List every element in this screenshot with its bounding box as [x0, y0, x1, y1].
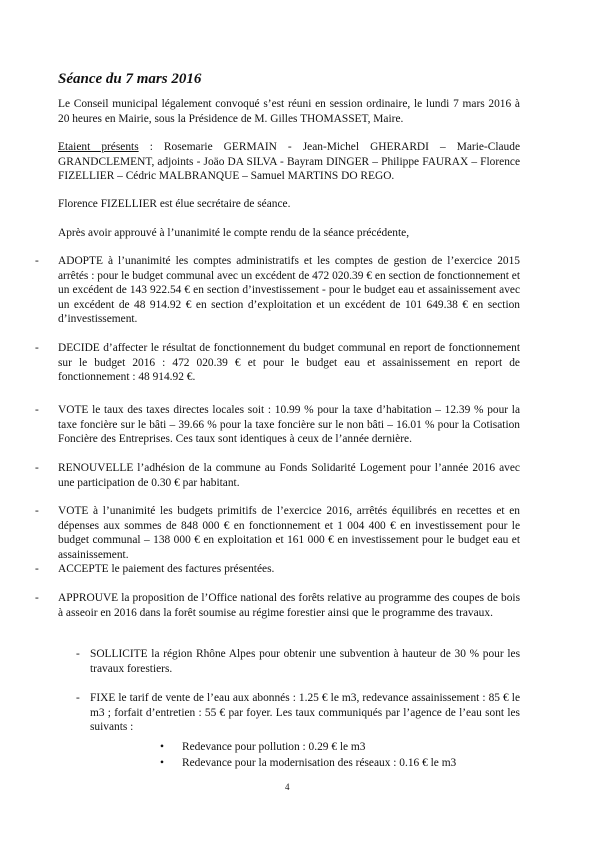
dash-marker: -	[35, 255, 39, 267]
attendees-paragraph	[58, 140, 520, 184]
decision-text: ADOPTE à l’unanimité les comptes administratifs et les comptes de gestion de l’exercice 2015 arrêtés : pour le budget communal avec un excédent de 472 020.39 € en section de fonctionnement et un excédent de 143 922.54 € en section d’investissement - pour le budget eau et assainissement avec un excédent de 48 914.92 € en section d’exploitation et un excédent de 101 649.38 € en section d’investissement.	[58, 255, 520, 326]
dash-marker: -	[76, 648, 80, 660]
approval-paragraph	[58, 226, 520, 241]
secretary-text: Florence FIZELLIER est élue secrétaire de séance.	[58, 198, 291, 210]
intro-text: Le Conseil municipal légalement convoqué s’est réuni en session ordinaire, le lundi 7 mars 2016 à 20 heures en Mairie, sous la Présidence de M. Gilles THOMASSET, Maire.	[58, 98, 520, 125]
dash-marker: -	[35, 505, 39, 517]
decision-text: VOTE à l’unanimité les budgets primitifs de l’exercice 2016, arrêtés équilibrés en recettes et en dépenses aux sommes de 848 000 € en fonctionnement et 1 004 400 € en investissement pour le budget communal – 138 000 € en exploitation et 161 000 € en investissement pour le budget eau et assainissement.	[58, 505, 520, 561]
dash-marker: -	[76, 692, 80, 704]
decision-text: RENOUVELLE l’adhésion de la commune au Fonds Solidarité Logement pour l’année 2016 avec une participation de 0.30 € par habitant.	[58, 462, 520, 489]
sub-decision-text: FIXE le tarif de vente de l’eau aux abonnés : 1.25 € le m3, redevance assainissement : 85 € le m3 ; forfait d’entretien : 55 € par foyer. Les taux communiqués par l’agence de l’eau sont les suivants :	[90, 692, 520, 734]
dash-marker: -	[35, 342, 39, 354]
dash-marker: -	[35, 404, 39, 416]
attendees-label: Etaient présents	[58, 141, 139, 153]
page-number: 4	[285, 782, 290, 792]
attendees-text: : Rosemarie GERMAIN - Jean-Michel GHERARDI – Marie-Claude GRANDCLEMENT, adjoints - Joäo DA SILVA - Bayram DINGER – Philippe FAURAX – Florence FIZELLIER – Cédric MALBRANQUE – Samuel MARTINS DO REGO.	[58, 141, 520, 183]
decision-text: ACCEPTE le paiement des factures présentées.	[58, 563, 275, 575]
bullet-text: Redevance pour la modernisation des réseaux : 0.16 € le m3	[182, 757, 457, 769]
decision-text: DECIDE d’affecter le résultat de fonctionnement du budget communal en report de fonctionnement sur le budget 2016 : 472 020.39 € et pour le budget eau et assainissement en report de fonctionnement : 48 914.92 €.	[58, 342, 520, 384]
intro-paragraph	[58, 97, 520, 126]
secretary-paragraph	[58, 197, 520, 212]
dash-marker: -	[35, 592, 39, 604]
decision-text: VOTE le taux des taxes directes locales soit : 10.99 % pour la taxe d’habitation – 12.39 % pour la taxe foncière sur le bâti – 39.66 % pour la taxe foncière sur le non bâti – 16.01 % pour la Cotisation Foncière des Entreprises. Ces taux sont identiques à ceux de l’année dernière.	[58, 404, 520, 446]
bullet-marker: •	[160, 757, 164, 769]
dash-marker: -	[35, 563, 39, 575]
decision-text: APPROUVE la proposition de l’Office national des forêts relative au programme des coupes de bois à asseoir en 2016 dans la forêt soumise au régime forestier ainsi que le programme des travaux.	[58, 592, 520, 619]
approval-text: Après avoir approuvé à l’unanimité le compte rendu de la séance précédente,	[58, 227, 410, 239]
dash-marker: -	[35, 462, 39, 474]
bullet-marker: •	[160, 741, 164, 753]
page-title: Séance du 7 mars 2016	[58, 71, 202, 87]
bullet-text: Redevance pour pollution : 0.29 € le m3	[182, 741, 366, 753]
sub-decision-text: SOLLICITE la région Rhône Alpes pour obtenir une subvention à hauteur de 30 % pour les travaux forestiers.	[90, 648, 520, 675]
